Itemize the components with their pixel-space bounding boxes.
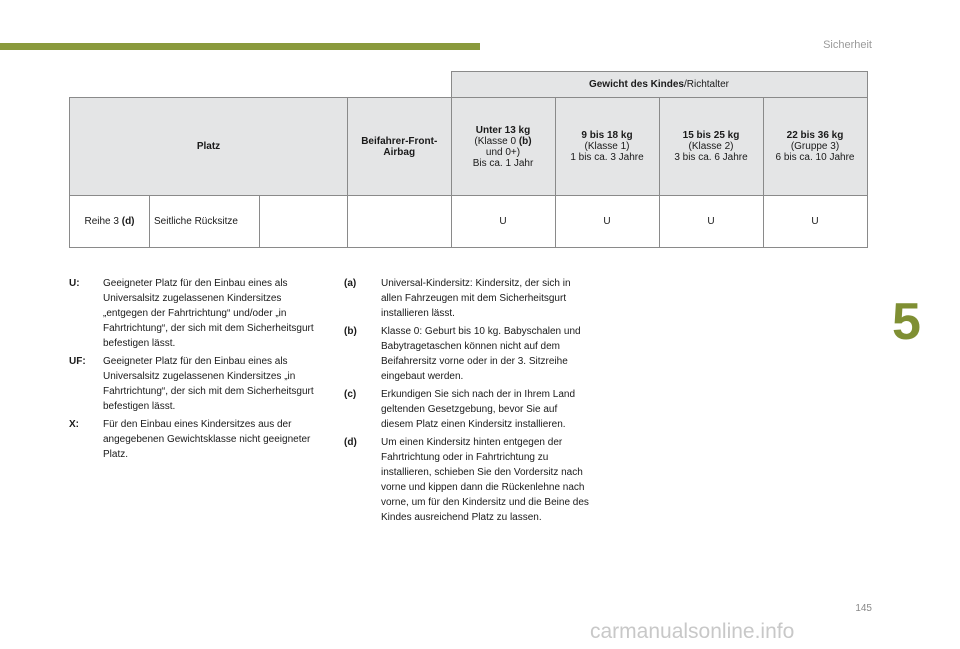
section-title: Sicherheit xyxy=(823,39,872,51)
watermark: carmanualsonline.info xyxy=(590,620,795,643)
cell-value-1: U xyxy=(555,196,659,248)
col-header-weight-0: Unter 13 kg (Klasse 0 (b) und 0+) Bis ca. 1 Jahr xyxy=(451,98,555,196)
page-number: 145 xyxy=(855,603,872,614)
weight-group-header: Gewicht des Kindes/Richtalter xyxy=(451,72,867,98)
cell-value-0: U xyxy=(451,196,555,248)
legend-item: X: Für den Einbau eines Kindersitzes aus der angegebenen Gewichtsklasse nicht geeigneter Platz. xyxy=(69,419,311,460)
cell-reihe: Reihe 3 (d) xyxy=(70,196,150,248)
legend-item: UF: Geeigneter Platz für den Einbau eines als Universalsitz zugelassenen Kindersitzes „in Fahrtrichtung“, der sich mit dem Sicherheitsgurt befestigen lässt. xyxy=(69,356,314,412)
legend-item: U: Geeigneter Platz für den Einbau eines als Universalsitz zugelassenen Kindersitzes „entgegen der Fahrtrichtung“ und/oder „in Fahrtrichtung“, der sich mit dem Sicherheitsgurt befestigen lässt. xyxy=(69,278,314,349)
footnote-item: (a) Universal-Kindersitz: Kindersitz, der sich in allen Fahrzeugen mit dem Sicherheitsgurt installieren lässt. xyxy=(344,278,571,319)
cell-value-3: U xyxy=(763,196,867,248)
col-header-airbag: Beifahrer-Front-Airbag xyxy=(348,98,452,196)
col-header-weight-1: 9 bis 18 kg (Klasse 1) 1 bis ca. 3 Jahre xyxy=(555,98,659,196)
cell-position: Seitliche Rücksitze xyxy=(150,196,260,248)
child-seat-table xyxy=(69,71,868,248)
footnote-item: (d) Um einen Kindersitz hinten entgegen der Fahrtrichtung oder in Fahrtrichtung zu installieren, schieben Sie den Vordersitz nach vorne und kippen dann die Rückenlehne nach vorne, um für den Kindersitz und die Beine des Kindes ausreichend Platz zu lassen. xyxy=(344,437,589,523)
col-header-weight-3: 22 bis 36 kg (Gruppe 3) 6 bis ca. 10 Jahre xyxy=(763,98,867,196)
col-header-platz: Platz xyxy=(70,98,348,196)
chapter-number: 5 xyxy=(892,293,921,351)
col-header-weight-2: 15 bis 25 kg (Klasse 2) 3 bis ca. 6 Jahre xyxy=(659,98,763,196)
cell-airbag xyxy=(348,196,452,248)
cell-empty xyxy=(260,196,348,248)
footnote-item: (b) Klasse 0: Geburt bis 10 kg. Babyschalen und Babytragetaschen können nicht auf dem Beifahrersitz vorne oder in der 3. Sitzreihe eingebaut werden. xyxy=(344,326,581,382)
table-row xyxy=(70,196,868,248)
cell-value-2: U xyxy=(659,196,763,248)
footnote-item: (c) Erkundigen Sie sich nach der in Ihrem Land geltenden Gesetzgebung, bevor Sie auf diesem Platz einen Kindersitz installieren. xyxy=(344,389,576,430)
header-accent-bar xyxy=(0,43,480,50)
footnote-list xyxy=(344,276,592,528)
legend-list xyxy=(69,276,319,465)
